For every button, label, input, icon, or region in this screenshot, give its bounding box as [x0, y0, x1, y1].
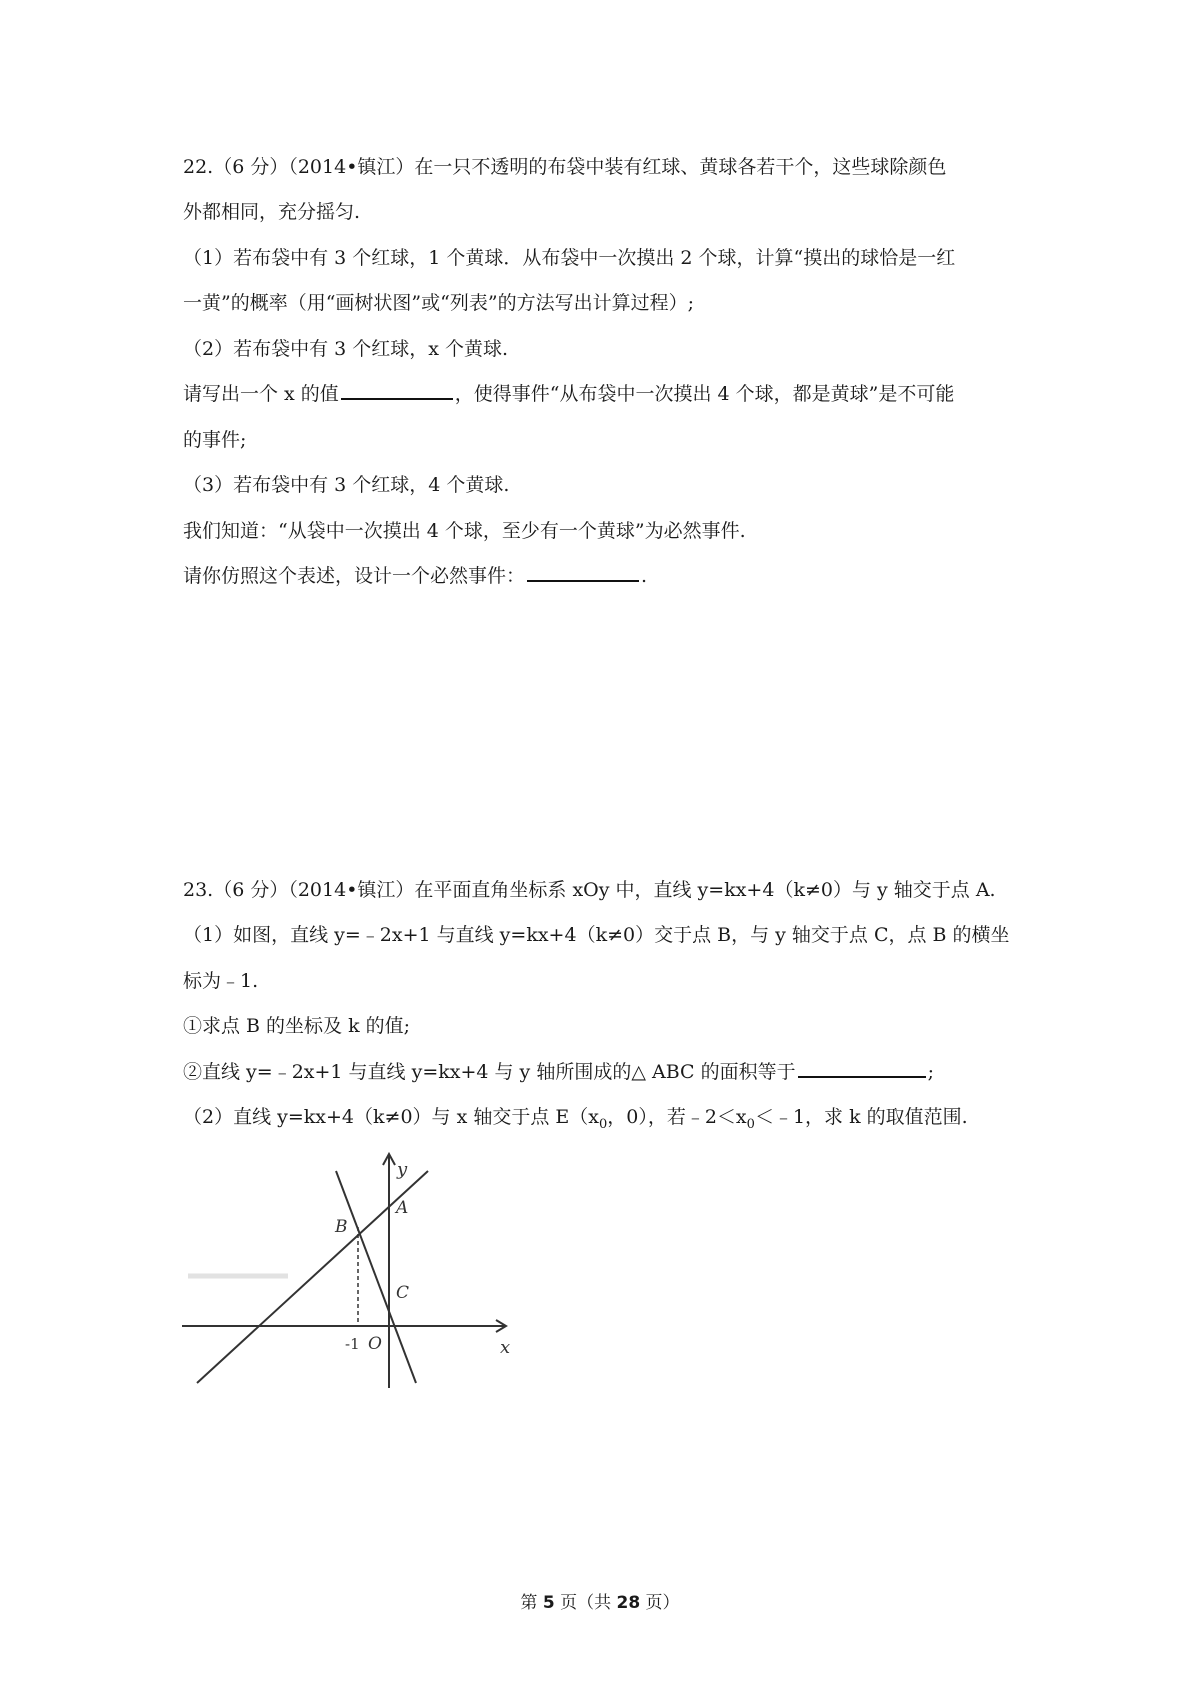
total-pages: 28: [616, 1593, 641, 1613]
q23-line-6-part-1: （2）直线 y=kx+4（k≠0）与 x 轴交于点 E（x: [183, 1106, 599, 1128]
q22-line-6: [183, 379, 954, 409]
q22-line-4: 一黄”的概率（用“画树状图”或“列表”的方法写出计算过程）;: [183, 292, 694, 314]
q22-line-1: 22.（6 分）（2014•镇江）在一只不透明的布袋中装有红球、黄球各若干个，这些球除颜色: [183, 156, 947, 178]
q22-line-9: 我们知道：“从袋中一次摸出 4 个球，至少有一个黄球”为必然事件.: [183, 520, 746, 542]
q22-line-6-start: 请写出一个 x 的值: [183, 383, 339, 405]
q22-line-5: （2）若布袋中有 3 个红球，x 个黄球.: [183, 338, 509, 360]
q23-line-2: （1）如图，直线 y=﹣2x+1 与直线 y=kx+4（k≠0）交于点 B，与 y 轴交于点 C，点 B 的横坐: [183, 924, 1010, 946]
label-B: B: [335, 1217, 348, 1237]
q22-line-3: （1）若布袋中有 3 个红球，1 个黄球．从布袋中一次摸出 2 个球，计算“摸出的球恰是一红: [183, 247, 956, 269]
label-neg-1: -1: [345, 1335, 360, 1353]
q23-line-6-part-2: ，0），若﹣2＜x: [607, 1106, 747, 1128]
page-number: 5: [542, 1593, 555, 1613]
answer-blank-triangle-area[interactable]: [798, 1075, 926, 1078]
q23-line-3: 标为﹣1.: [183, 970, 259, 992]
page-footer: [0, 1588, 1200, 1613]
label-A: A: [396, 1198, 409, 1218]
label-y: y: [397, 1159, 408, 1180]
label-x: x: [500, 1337, 511, 1358]
answer-blank-certain-event[interactable]: [527, 579, 639, 582]
q23-line-5: [183, 1057, 934, 1087]
answer-blank-x-value[interactable]: [341, 397, 453, 400]
label-C: C: [396, 1283, 410, 1303]
footer-prefix: 第: [520, 1593, 543, 1613]
q22-line-6-end: ，使得事件“从布袋中一次摸出 4 个球，都是黄球”是不可能: [454, 383, 955, 405]
q23-line-6-part-3: ＜﹣1，求 k 的取值范围.: [754, 1106, 968, 1128]
q22-line-10-start: 请你仿照这个表述，设计一个必然事件：: [183, 565, 526, 587]
q23-line-5-start: ②直线 y=﹣2x+1 与直线 y=kx+4 与 y 轴所围成的△ ABC 的面积等于: [183, 1061, 796, 1083]
subscript-0: 0: [746, 1116, 755, 1132]
footer-suffix: 页）: [640, 1593, 680, 1613]
q23-line-4: ①求点 B 的坐标及 k 的值;: [183, 1015, 411, 1037]
q23-line-5-end: ;: [927, 1061, 934, 1083]
footer-middle: 页（共: [554, 1593, 617, 1613]
q22-line-10-end: .: [641, 565, 648, 587]
q22-line-8: （3）若布袋中有 3 个红球，4 个黄球.: [183, 474, 510, 496]
subscript-0: 0: [598, 1116, 608, 1132]
q22-line-7: 的事件;: [183, 429, 247, 451]
label-O: O: [368, 1334, 382, 1354]
q22-line-2: 外都相同，充分摇匀.: [183, 201, 361, 223]
q23-line-6: [183, 1102, 968, 1140]
q22-line-10: [183, 561, 647, 591]
q23-line-1: 23.（6 分）（2014•镇江）在平面直角坐标系 xOy 中，直线 y=kx+4（k≠0）与 y 轴交于点 A.: [183, 879, 996, 901]
coordinate-figure: [170, 1143, 520, 1393]
